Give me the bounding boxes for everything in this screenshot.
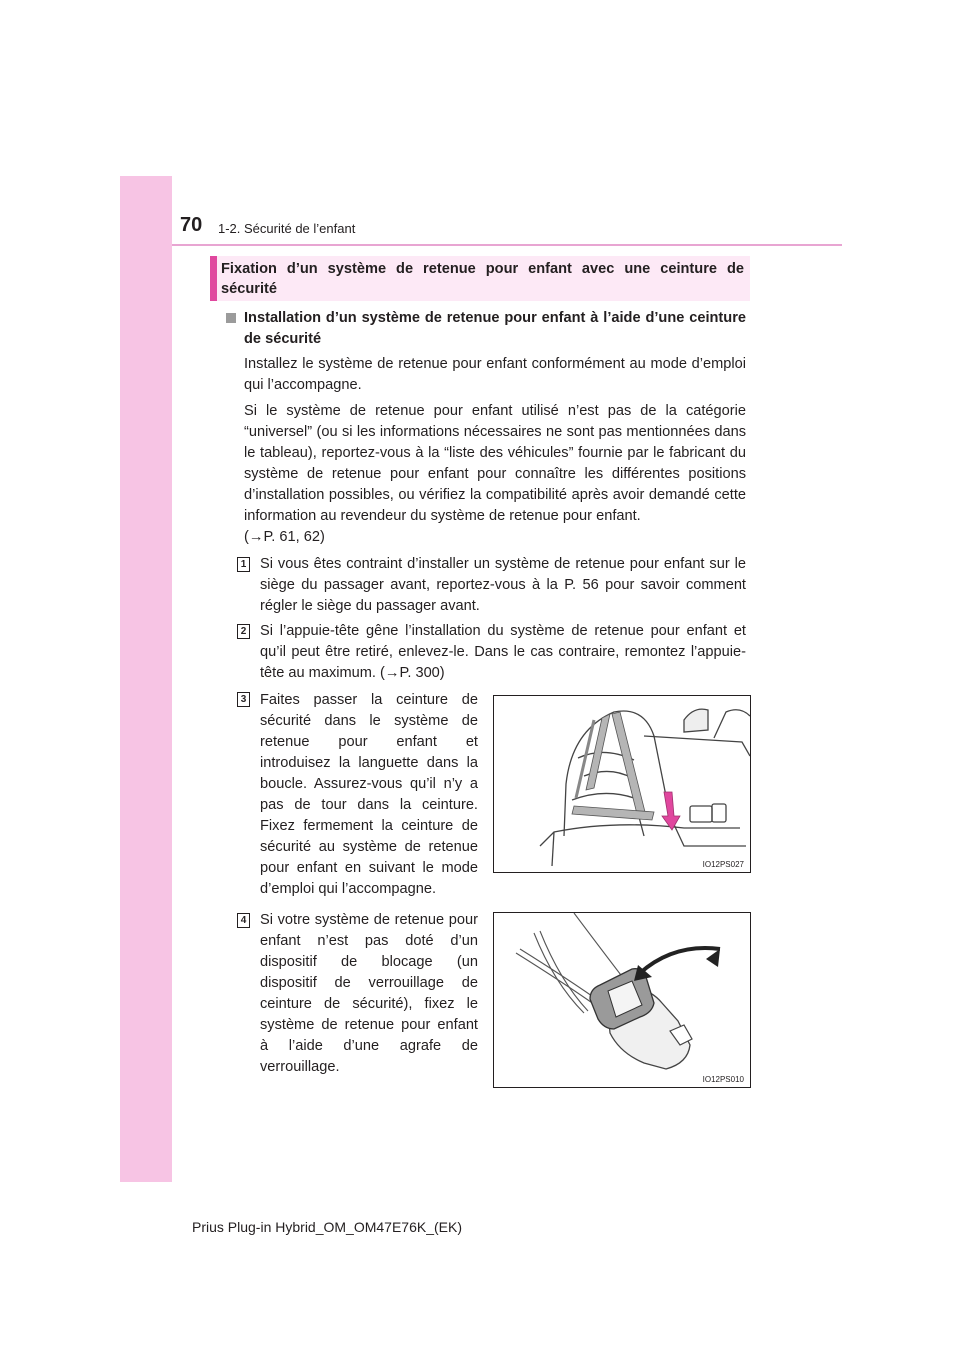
side-tab-band [120,176,172,1182]
page-number: 70 [180,214,203,236]
step-text-4: Si votre système de retenue pour enfant n’est pas doté d’un dispositif de blocage (un dispositif de verrouillage de ceinture de sécurité), fixez le système de retenue pour enfant à l’aide d’une agrafe de verrouillage. [260,912,478,1075]
figure-locking-clip [493,912,751,1088]
step-text-2: Si l’appuie-tête gêne l’installation du système de retenue pour enfant et qu’il peut être retiré, enlevez-le. Dans le cas contraire, remontez l’appuie-tête au maximum. (→P. 300) [260,623,746,681]
locking-clip-illustration [494,913,750,1087]
child-seat-illustration [494,696,750,872]
page-footer: Prius Plug-in Hybrid_OM_OM47E76K_(EK) [192,1219,462,1235]
intro-paragraph-1: Installez le système de retenue pour enfant conformément au mode d’emploi qui l’accompagne. [244,356,746,393]
figure-code-1: IO12PS027 [702,860,744,869]
step-number-1: 1 [237,557,250,572]
intro-paragraph-2: Si le système de retenue pour enfant utilisé n’est pas de la catégorie “universel” (ou si les informations nécessaires ne sont pas mentionnées dans le tableau), reportez-vous à la “liste des véhicules” fournie par le fabricant du système de retenue pour enfant pour connaître les différentes positions d’installation possibles, ou vérifiez la compatibilité après avoir demandé cette information au revendeur du système de retenue pour enfant. [244,403,746,524]
figure-code-2: IO12PS010 [702,1075,744,1084]
section-title-box [210,256,750,301]
chapter-label: 1-2. Sécurité de l’enfant [218,221,356,236]
section-title: Fixation d’un système de retenue pour enfant avec une ceinture de sécurité [221,261,744,297]
section-title-accent [210,256,217,301]
header-rule [172,244,842,246]
subsection-title: Installation d’un système de retenue pour enfant à l’aide d’une ceinture de sécurité [244,310,746,347]
square-bullet-icon [226,313,236,323]
step-number-3: 3 [237,692,250,707]
figure-child-seat-belt [493,695,751,873]
step-number-2: 2 [237,624,250,639]
step-number-4: 4 [237,913,250,928]
step-text-1: Si vous êtes contraint d’installer un système de retenue pour enfant sur le siège du passager avant, reportez-vous à la P. 56 pour savoir comment régler le siège du passager avant. [260,556,746,614]
subsection-heading [226,308,746,350]
page-reference: (→P. 61, 62) [244,529,325,545]
step-text-3: Faites passer la ceinture de sécurité dans le système de retenue pour enfant et introduisez la languette dans la boucle. Assurez-vous qu’il n’y a pas de tour dans la ceinture. Fixez fermement la ceinture de sécurité au système de retenue pour enfant en suivant le mode d’emploi qui l’accompagne. [260,692,478,897]
